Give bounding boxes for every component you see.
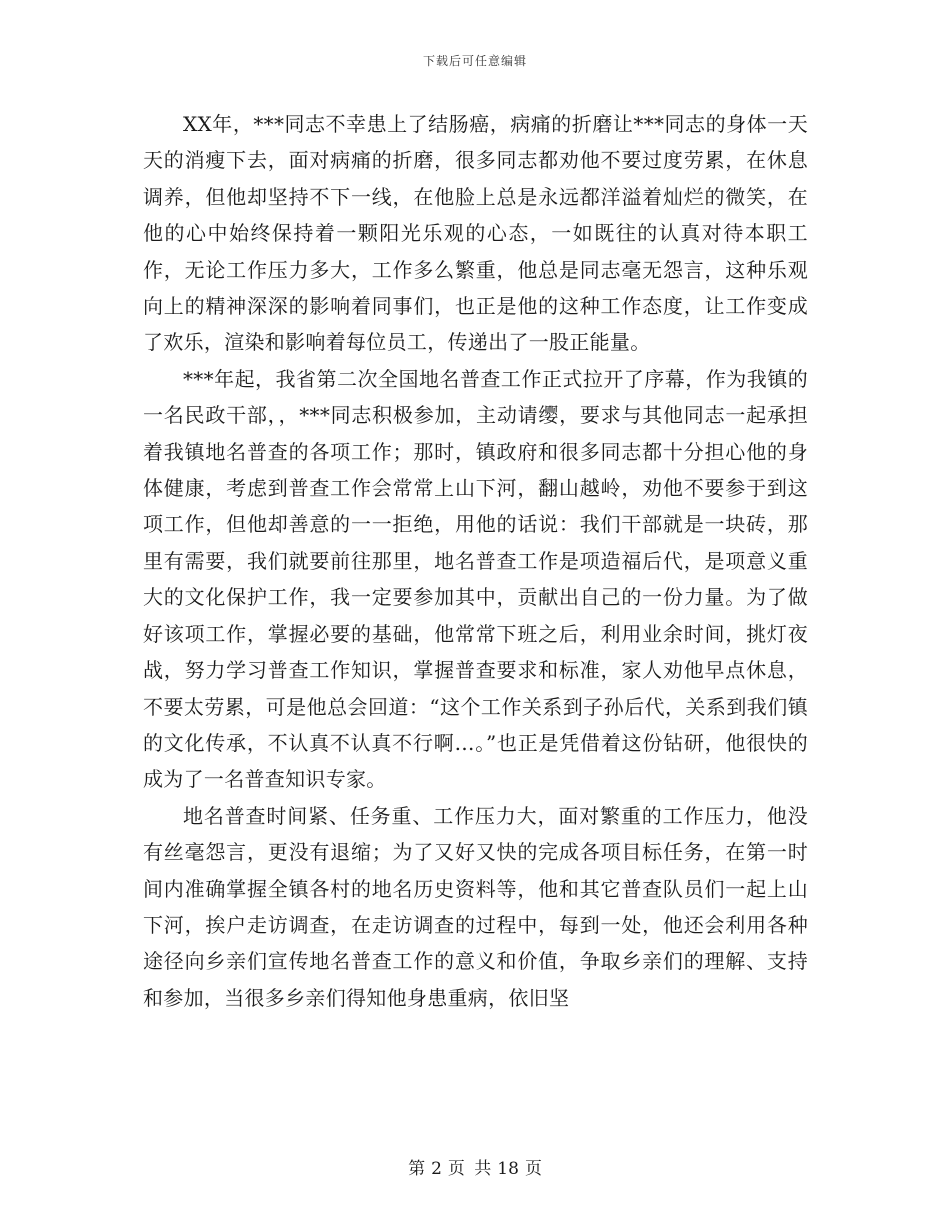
footer-total-pages: 18 — [497, 1159, 519, 1179]
page-footer — [0, 1154, 950, 1179]
page-header-note: 下载后可任意编辑 — [422, 54, 527, 68]
document-body — [143, 106, 808, 1016]
footer-suffix: 页 — [524, 1159, 542, 1179]
body-paragraph-2: ***年起，我省第二次全国地名普查工作正式拉开了序幕，作为我镇的一名民政干部，，***同志积极参加，主动请缨，要求与其他同志一起承担着我镇地名普查的各项工作；那时，镇政府和很多同志都十分担心他的身体健康，考虑到普查工作会常常上山下河，翻山越岭，劝他不要参于到这项工作，但他却善意的一一拒绝，用他的话说：我们干部就是一块砖，那里有需要，我们就要前往那里，地名普查工作是项造福后代，是项意义重大的文化保护工作，我一定要参加其中，贡献出自己的一份力量。为了做好该项工作，掌握必要的基础，他常常下班之后，利用业余时间，挑灯夜战，努力学习普查工作知识，掌握普查要求和标准，家人劝他早点休息，不要太劳累，可是他总会回道：“这个工作关系到子孙后代，关系到我们镇的文化传承，不认真不认真不行啊…。”也正是凭借着这份钻研，他很快的成为了一名普查知识专家。 — [143, 366, 808, 792]
body-paragraph-1: XX年，***同志不幸患上了结肠癌，病痛的折磨让***同志的身体一天天的消瘦下去，面对病痛的折磨，很多同志都劝他不要过度劳累，在休息调养，但他却坚持不下一线，在他脸上总是永远都洋溢着灿烂的微笑，在他的心中始终保持着一颗阳光乐观的心态，一如既往的认真对待本职工作，无论工作压力多大，工作多么繁重，他总是同志毫无怨言，这种乐观向上的精神深深的影响着同事们，也正是他的这种工作态度，让工作变成了欢乐，渲染和影响着每位员工，传递出了一股正能量。 — [143, 112, 808, 355]
footer-prefix: 第 — [408, 1159, 426, 1179]
footer-middle: 页 共 — [447, 1159, 492, 1179]
body-paragraph-3: 地名普查时间紧、任务重、工作压力大，面对繁重的工作压力，他没有丝毫怨言，更没有退缩；为了又好又快的完成各项目标任务，在第一时间内准确掌握全镇各村的地名历史资料等，他和其它普查队员们一起上山下河，挨户走访调查，在走访调查的过程中，每到一处，他还会利用各种途径向乡亲们宣传地名普查工作的意义和价值，争取乡亲们的理解、支持和参加，当很多乡亲们得知他身患重病，依旧坚 — [143, 803, 808, 1010]
footer-current-page: 2 — [431, 1159, 442, 1179]
